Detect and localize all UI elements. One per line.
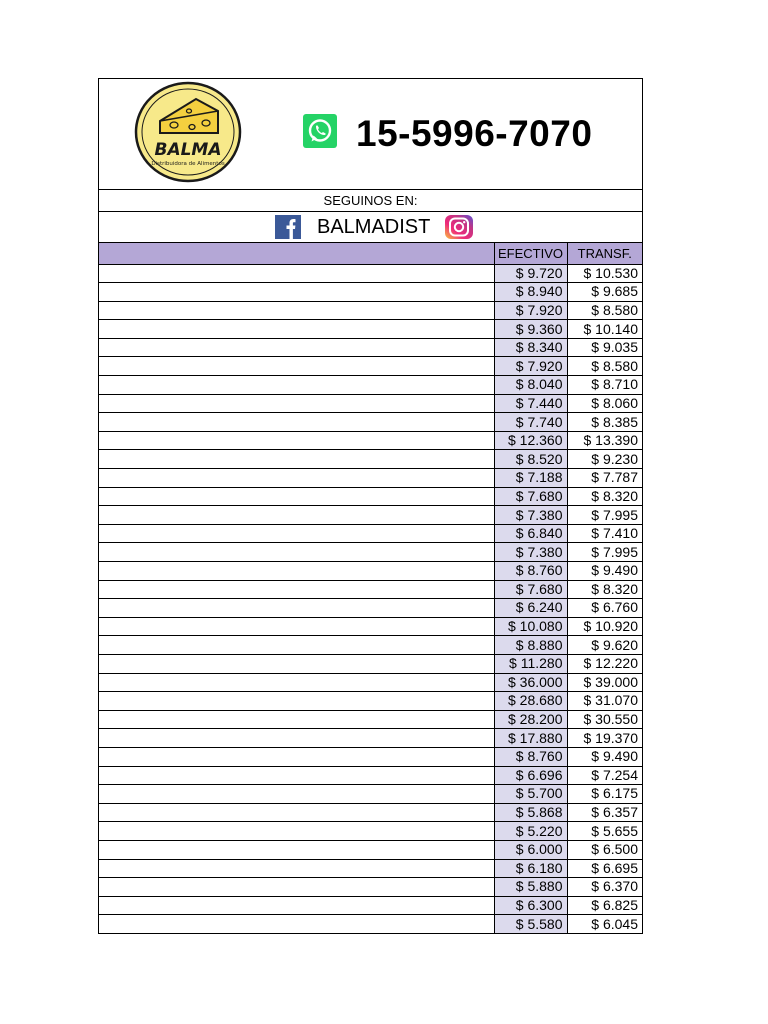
cash-price-cell: $ 6.000 [494,840,567,859]
cash-price-cell: $ 8.760 [494,562,567,581]
item-cell [99,747,494,766]
cash-price-cell: $ 7.440 [494,394,567,413]
item-cell [99,524,494,543]
item-cell [99,785,494,804]
table-header-row [99,243,642,264]
table-row [99,840,642,859]
table-row [99,803,642,822]
transfer-price-cell: $ 8.320 [567,487,642,506]
table-row [99,320,642,339]
table-row [99,878,642,897]
table-row [99,357,642,376]
item-cell [99,729,494,748]
transfer-price-cell: $ 8.710 [567,376,642,395]
cash-price-cell: $ 11.280 [494,654,567,673]
table-row [99,859,642,878]
item-cell [99,617,494,636]
item-cell [99,859,494,878]
cash-price-cell: $ 8.760 [494,747,567,766]
logo-brand: BALMA [154,140,222,160]
item-cell [99,636,494,655]
table-row [99,487,642,506]
item-cell [99,487,494,506]
item-cell [99,543,494,562]
transfer-price-cell: $ 19.370 [567,729,642,748]
cash-price-cell: $ 6.180 [494,859,567,878]
item-cell [99,878,494,897]
balma-logo [134,81,242,183]
item-cell [99,320,494,339]
follow-label: SEGUINOS EN: [99,190,642,212]
table-row [99,710,642,729]
column-header-item [99,243,494,264]
table-row [99,692,642,711]
cash-price-cell: $ 7.380 [494,506,567,525]
transfer-price-cell: $ 30.550 [567,710,642,729]
transfer-price-cell: $ 6.500 [567,840,642,859]
transfer-price-cell: $ 9.620 [567,636,642,655]
cash-price-cell: $ 8.880 [494,636,567,655]
transfer-price-cell: $ 7.995 [567,506,642,525]
table-row [99,599,642,618]
cash-price-cell: $ 5.220 [494,822,567,841]
transfer-price-cell: $ 9.490 [567,562,642,581]
item-cell [99,673,494,692]
cash-price-cell: $ 10.080 [494,617,567,636]
cash-price-cell: $ 5.880 [494,878,567,897]
table-row [99,896,642,915]
column-header-cash: EFECTIVO [494,243,567,264]
item-cell [99,822,494,841]
item-cell [99,450,494,469]
cash-price-cell: $ 7.920 [494,301,567,320]
cash-price-cell: $ 8.940 [494,283,567,302]
whatsapp-icon[interactable] [303,114,337,148]
cash-price-cell: $ 6.840 [494,524,567,543]
item-cell [99,357,494,376]
transfer-price-cell: $ 8.580 [567,301,642,320]
social-row [99,212,642,243]
cash-price-cell: $ 28.200 [494,710,567,729]
table-row [99,580,642,599]
facebook-icon[interactable] [275,215,301,239]
table-row [99,450,642,469]
table-row [99,264,642,283]
table-row [99,301,642,320]
item-cell [99,301,494,320]
transfer-price-cell: $ 13.390 [567,431,642,450]
transfer-price-cell: $ 10.530 [567,264,642,283]
column-header-transfer: TRANSF. [567,243,642,264]
item-cell [99,654,494,673]
transfer-price-cell: $ 6.045 [567,915,642,934]
table-row [99,766,642,785]
cash-price-cell: $ 17.880 [494,729,567,748]
transfer-price-cell: $ 6.370 [567,878,642,897]
table-row [99,376,642,395]
table-row [99,673,642,692]
instagram-icon[interactable] [445,215,473,239]
cash-price-cell: $ 9.720 [494,264,567,283]
table-row [99,822,642,841]
item-cell [99,710,494,729]
item-cell [99,766,494,785]
cash-price-cell: $ 12.360 [494,431,567,450]
table-row [99,338,642,357]
item-cell [99,692,494,711]
cash-price-cell: $ 7.920 [494,357,567,376]
table-row [99,747,642,766]
cash-price-cell: $ 5.580 [494,915,567,934]
item-cell [99,896,494,915]
transfer-price-cell: $ 10.140 [567,320,642,339]
logo-tagline: Distribuidora de Alimentos [151,161,225,167]
transfer-price-cell: $ 7.787 [567,469,642,488]
cash-price-cell: $ 7.380 [494,543,567,562]
cash-price-cell: $ 6.300 [494,896,567,915]
transfer-price-cell: $ 5.655 [567,822,642,841]
table-row [99,413,642,432]
cash-price-cell: $ 7.680 [494,580,567,599]
item-cell [99,283,494,302]
table-row [99,915,642,934]
transfer-price-cell: $ 7.995 [567,543,642,562]
transfer-price-cell: $ 7.254 [567,766,642,785]
phone-number[interactable]: 15-5996-7070 [356,113,593,154]
table-row [99,562,642,581]
transfer-price-cell: $ 39.000 [567,673,642,692]
item-cell [99,338,494,357]
table-row [99,654,642,673]
transfer-price-cell: $ 31.070 [567,692,642,711]
transfer-price-cell: $ 9.035 [567,338,642,357]
table-row [99,543,642,562]
item-cell [99,264,494,283]
cash-price-cell: $ 28.680 [494,692,567,711]
table-row [99,785,642,804]
transfer-price-cell: $ 6.175 [567,785,642,804]
cash-price-cell: $ 6.240 [494,599,567,618]
table-row [99,469,642,488]
item-cell [99,915,494,934]
transfer-price-cell: $ 8.385 [567,413,642,432]
item-cell [99,431,494,450]
item-cell [99,376,494,395]
cash-price-cell: $ 5.868 [494,803,567,822]
transfer-price-cell: $ 8.320 [567,580,642,599]
table-row [99,394,642,413]
cash-price-cell: $ 7.680 [494,487,567,506]
cash-price-cell: $ 9.360 [494,320,567,339]
cash-price-cell: $ 36.000 [494,673,567,692]
cash-price-cell: $ 8.040 [494,376,567,395]
transfer-price-cell: $ 9.490 [567,747,642,766]
cash-price-cell: $ 7.188 [494,469,567,488]
transfer-price-cell: $ 8.580 [567,357,642,376]
table-row [99,431,642,450]
cash-price-cell: $ 6.696 [494,766,567,785]
transfer-price-cell: $ 6.760 [567,599,642,618]
transfer-price-cell: $ 7.410 [567,524,642,543]
header [99,79,642,190]
table-row [99,729,642,748]
transfer-price-cell: $ 6.695 [567,859,642,878]
table-row [99,636,642,655]
transfer-price-cell: $ 12.220 [567,654,642,673]
price-table [99,243,642,933]
item-cell [99,562,494,581]
table-row [99,283,642,302]
item-cell [99,599,494,618]
cash-price-cell: $ 7.740 [494,413,567,432]
item-cell [99,840,494,859]
item-cell [99,413,494,432]
transfer-price-cell: $ 9.685 [567,283,642,302]
cash-price-cell: $ 8.520 [494,450,567,469]
table-row [99,506,642,525]
transfer-price-cell: $ 6.357 [567,803,642,822]
cash-price-cell: $ 8.340 [494,338,567,357]
table-row [99,524,642,543]
transfer-price-cell: $ 9.230 [567,450,642,469]
item-cell [99,803,494,822]
transfer-price-cell: $ 6.825 [567,896,642,915]
price-list-sheet [98,78,643,934]
social-handle[interactable]: BALMADIST [317,216,431,238]
transfer-price-cell: $ 10.920 [567,617,642,636]
item-cell [99,469,494,488]
item-cell [99,580,494,599]
table-row [99,617,642,636]
cash-price-cell: $ 5.700 [494,785,567,804]
item-cell [99,394,494,413]
item-cell [99,506,494,525]
transfer-price-cell: $ 8.060 [567,394,642,413]
